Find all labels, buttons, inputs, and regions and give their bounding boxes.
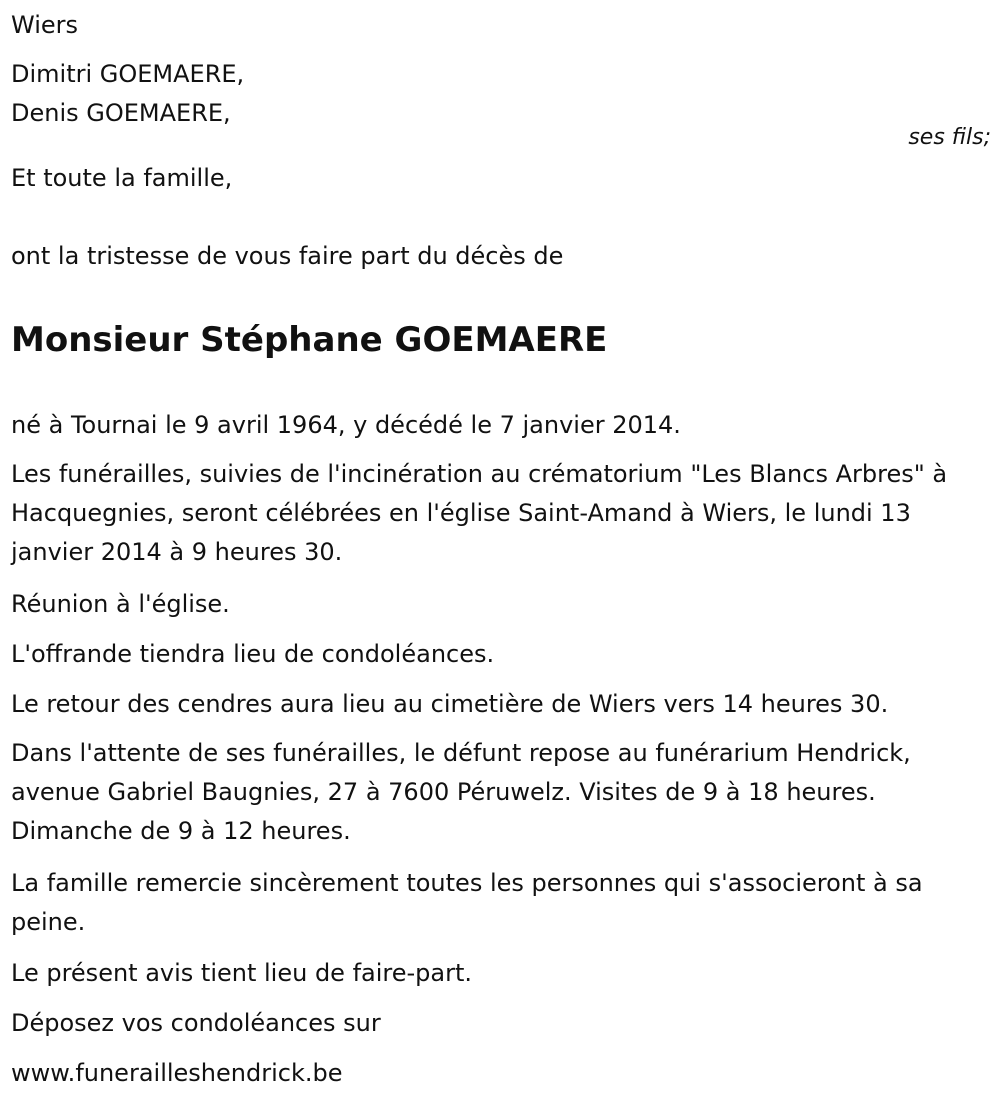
announcement-intro: ont la tristesse de vous faire part du décès de — [11, 242, 564, 270]
funeral-paragraph: Les funérailles, suivies de l'incinération au crématorium "Les Blancs Arbres" à Hacquegnies, seront célébrées en l'église Saint-Amand à Wiers, le lundi 13 janvier 2014 à 9 heures 30. — [11, 460, 948, 566]
ashes-paragraph: Le retour des cendres aura lieu au cimetière de Wiers vers 14 heures 30. — [11, 690, 889, 718]
son-name-2: Denis GOEMAERE, — [11, 99, 231, 127]
offering-paragraph: L'offrande tiendra lieu de condoléances. — [11, 640, 495, 668]
thanks-paragraph: La famille remercie sincèrement toutes les personnes qui s'associeront à sa peine. — [11, 869, 923, 936]
birth-death-paragraph: né à Tournai le 9 avril 1964, y décédé le 7 janvier 2014. — [11, 411, 681, 439]
deceased-name-heading: Monsieur Stéphane GOEMAERE — [11, 320, 608, 360]
son-name-1: Dimitri GOEMAERE, — [11, 60, 245, 88]
meeting-paragraph: Réunion à l'église. — [11, 590, 230, 618]
funerarium-paragraph: Dans l'attente de ses funérailles, le défunt repose au funérarium Hendrick, avenue Gabriel Baugnies, 27 à 7600 Péruwelz. Visites de 9 à 18 heures. Dimanche de 9 à 12 heures. — [11, 739, 911, 845]
website-link[interactable]: www.funerailleshendrick.be — [11, 1059, 343, 1087]
place-name: Wiers — [11, 11, 79, 39]
notice-paragraph: Le présent avis tient lieu de faire-part. — [11, 959, 473, 987]
condolences-paragraph: Déposez vos condoléances sur — [11, 1009, 381, 1037]
relation-label: ses fils; — [908, 125, 991, 150]
family-line: Et toute la famille, — [11, 164, 233, 192]
